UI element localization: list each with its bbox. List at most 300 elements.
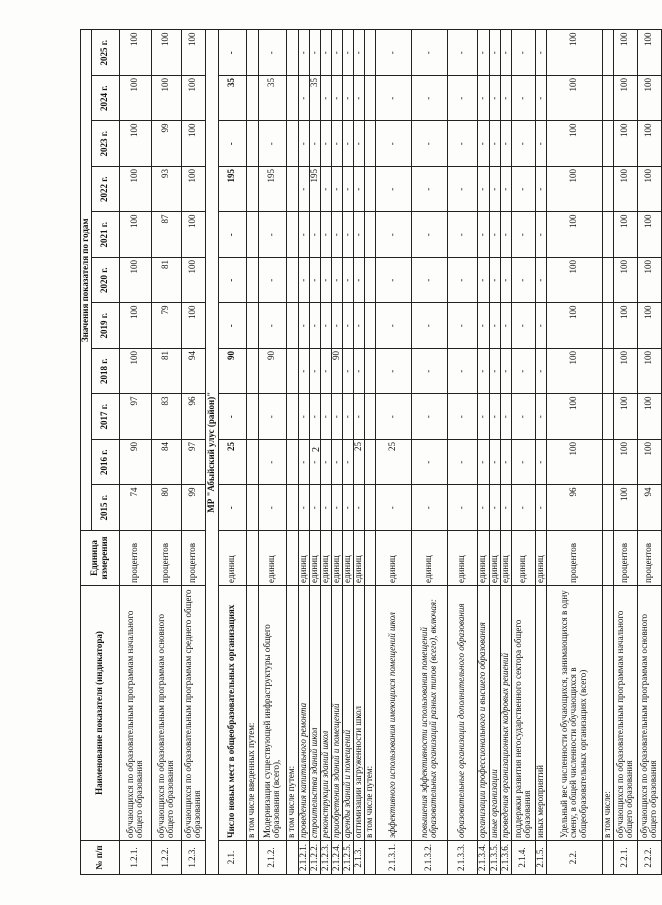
table-row [500, 30, 511, 875]
unit: единиц [500, 531, 511, 586]
year-value: - [489, 485, 500, 531]
year-value: - [500, 485, 511, 531]
year-value: 100 [613, 440, 637, 486]
header-year: 2017 г. [91, 394, 119, 440]
indicator-name: эффективного использования имеющихся помещений школ [375, 586, 411, 841]
year-value: - [411, 485, 447, 531]
year-value: - [411, 121, 447, 167]
table-row [309, 30, 320, 875]
year-value: - [489, 212, 500, 258]
year-value: - [477, 30, 489, 76]
year-value: - [500, 394, 511, 440]
year-value: 100 [613, 258, 637, 304]
year-value: - [477, 121, 489, 167]
year-value [286, 30, 298, 76]
year-value: - [298, 212, 309, 258]
year-value: 100 [546, 121, 602, 167]
indicator-name: образовательные организации дополнительного образования [447, 586, 477, 841]
year-value: 35 [218, 76, 246, 122]
year-value [286, 394, 298, 440]
year-value: 25 [375, 440, 411, 486]
header-year: 2016 г. [91, 440, 119, 486]
year-value: 96 [181, 394, 205, 440]
year-value: - [320, 440, 331, 486]
year-value: - [411, 394, 447, 440]
unit: процентов [119, 531, 151, 586]
year-value: - [535, 76, 546, 122]
unit: процентов [181, 531, 205, 586]
year-value: - [298, 394, 309, 440]
year-value: - [447, 30, 477, 76]
table-row [411, 30, 447, 875]
year-value: - [489, 394, 500, 440]
year-value: - [320, 258, 331, 304]
year-value: 100 [613, 394, 637, 440]
unit: процентов [546, 531, 602, 586]
year-value: - [447, 121, 477, 167]
row-number: 2.1.2.3. [320, 841, 331, 875]
year-value: 100 [637, 76, 661, 122]
year-value: - [342, 394, 353, 440]
year-value: 99 [151, 121, 181, 167]
year-value: - [477, 76, 489, 122]
year-value [364, 394, 375, 440]
table-row [489, 30, 500, 875]
year-value: - [375, 76, 411, 122]
year-value: 100 [613, 212, 637, 258]
year-value: - [535, 258, 546, 304]
year-value: 100 [637, 349, 661, 395]
indicator-name: в том числе путем: [286, 586, 298, 841]
indicator-name: повышения эффективности использования помещений образовательных организаций разных типов (всего), включая: [411, 586, 447, 841]
year-value: 100 [151, 76, 181, 122]
year-value: - [535, 440, 546, 486]
table-row [364, 30, 375, 875]
year-value: 100 [119, 212, 151, 258]
year-value: - [535, 303, 546, 349]
year-value: - [500, 440, 511, 486]
row-number: 1.2.2. [151, 841, 181, 875]
year-value: - [511, 30, 535, 76]
year-value [364, 303, 375, 349]
year-value: 99 [181, 485, 205, 531]
year-value: - [258, 212, 286, 258]
year-value: - [511, 258, 535, 304]
header-unit: Единица измерения [81, 531, 120, 586]
indicator-name: Модернизации существующей инфраструктуры общего образования (всего), [258, 586, 286, 841]
unit: единиц [320, 531, 331, 586]
year-value: - [298, 440, 309, 486]
year-value: 100 [546, 30, 602, 76]
year-value: - [258, 258, 286, 304]
year-value: - [331, 440, 342, 486]
year-value: - [309, 121, 320, 167]
year-value: - [535, 212, 546, 258]
year-value: 100 [181, 121, 205, 167]
year-value: - [477, 349, 489, 395]
year-value: - [535, 394, 546, 440]
table-row [546, 30, 602, 875]
table-row [119, 30, 151, 875]
year-value: - [342, 167, 353, 213]
table-row [218, 30, 246, 875]
year-value: 100 [546, 212, 602, 258]
row-number: 2.2.1. [613, 841, 637, 875]
indicator-name: аренды зданий и помещений [342, 586, 353, 841]
year-value: 97 [181, 440, 205, 486]
year-value: - [309, 258, 320, 304]
year-value: - [535, 485, 546, 531]
year-value [364, 30, 375, 76]
year-value [602, 349, 613, 395]
year-value: 90 [218, 349, 246, 395]
year-value [364, 212, 375, 258]
indicator-name: поддержки развития негосударственного сектора общего образования [511, 586, 535, 841]
year-value: - [298, 485, 309, 531]
table-row [298, 30, 309, 875]
year-value: - [309, 212, 320, 258]
year-value: 93 [151, 167, 181, 213]
year-value: - [447, 258, 477, 304]
year-value: 100 [637, 440, 661, 486]
year-value: 100 [637, 30, 661, 76]
year-value [364, 485, 375, 531]
year-value: - [218, 394, 246, 440]
year-value: 94 [637, 485, 661, 531]
year-value: - [500, 258, 511, 304]
unit: единиц [342, 531, 353, 586]
header-year: 2020 г. [91, 258, 119, 304]
year-value: - [500, 121, 511, 167]
year-value: 100 [119, 258, 151, 304]
year-value: - [411, 349, 447, 395]
year-value: - [342, 30, 353, 76]
year-value: - [258, 394, 286, 440]
year-value: - [447, 167, 477, 213]
row-number: 2.1.2.1. [298, 841, 309, 875]
year-value: - [500, 30, 511, 76]
year-value [246, 303, 258, 349]
year-value: - [511, 121, 535, 167]
year-value: - [375, 212, 411, 258]
year-value [602, 30, 613, 76]
year-value [286, 258, 298, 304]
year-value: - [375, 167, 411, 213]
year-value: 100 [181, 167, 205, 213]
table-row [151, 30, 181, 875]
table-row [258, 30, 286, 875]
table-row [447, 30, 477, 875]
row-number [364, 841, 375, 875]
year-value: 100 [181, 76, 205, 122]
row-number: 2.1.3.4. [477, 841, 489, 875]
year-value: 100 [119, 76, 151, 122]
year-value: 100 [613, 76, 637, 122]
year-value: 81 [151, 258, 181, 304]
year-value: - [298, 30, 309, 76]
year-value [246, 394, 258, 440]
year-value: - [411, 212, 447, 258]
year-value: 90 [119, 440, 151, 486]
row-number: 2.1.3.3. [447, 841, 477, 875]
year-value: - [511, 76, 535, 122]
year-value: 100 [119, 30, 151, 76]
year-value: - [298, 167, 309, 213]
year-value: - [331, 167, 342, 213]
table-row [320, 30, 331, 875]
year-value: - [320, 485, 331, 531]
indicators-table [80, 30, 662, 876]
year-value: - [309, 30, 320, 76]
year-value: - [447, 212, 477, 258]
indicator-name: обучающихся по образовательным программам основного общего образования [151, 586, 181, 841]
year-value: - [511, 440, 535, 486]
year-value: - [342, 121, 353, 167]
indicator-name: организации профессионального и высшего образования [477, 586, 489, 841]
year-value: 100 [546, 440, 602, 486]
year-value: 100 [546, 349, 602, 395]
year-value: 100 [637, 394, 661, 440]
year-value: 100 [637, 258, 661, 304]
year-value: - [353, 349, 364, 395]
row-number: 2.1.3.1. [375, 841, 411, 875]
indicator-name: строительства зданий школ [309, 586, 320, 841]
year-value: - [511, 212, 535, 258]
year-value [246, 121, 258, 167]
year-value: - [218, 30, 246, 76]
header-num: № п/п [81, 841, 120, 875]
year-value: 100 [546, 76, 602, 122]
year-value: - [218, 212, 246, 258]
row-number: 2.1.2. [258, 841, 286, 875]
year-value: - [258, 440, 286, 486]
year-value: 195 [218, 167, 246, 213]
table-row [342, 30, 353, 875]
year-value: - [309, 394, 320, 440]
year-value: - [298, 258, 309, 304]
year-value [246, 76, 258, 122]
indicator-name: иных мероприятий [535, 586, 546, 841]
table-row [286, 30, 298, 875]
year-value: 100 [613, 303, 637, 349]
year-value: - [320, 303, 331, 349]
indicator-name: обучающихся по образовательным программам начального общего образования [119, 586, 151, 841]
year-value: - [331, 258, 342, 304]
indicator-name: в том числе введенных путем: [246, 586, 258, 841]
year-value [286, 121, 298, 167]
year-value: - [489, 440, 500, 486]
year-value [286, 76, 298, 122]
year-value [246, 440, 258, 486]
year-value: 80 [151, 485, 181, 531]
row-number [286, 841, 298, 875]
year-value: - [411, 167, 447, 213]
year-value: 100 [181, 303, 205, 349]
year-value [286, 485, 298, 531]
year-value: - [500, 76, 511, 122]
year-value: 35 [309, 76, 320, 122]
year-value: - [411, 258, 447, 304]
year-value [286, 440, 298, 486]
year-value: - [477, 258, 489, 304]
year-value [602, 167, 613, 213]
year-value: 81 [151, 349, 181, 395]
year-value: - [489, 303, 500, 349]
unit: единиц [535, 531, 546, 586]
year-value: - [331, 30, 342, 76]
year-value: - [309, 440, 320, 486]
year-value: - [411, 303, 447, 349]
year-value: - [489, 76, 500, 122]
year-value [602, 212, 613, 258]
year-value: 87 [151, 212, 181, 258]
table-row [535, 30, 546, 875]
year-value [246, 167, 258, 213]
header-year: 2023 г. [91, 121, 119, 167]
unit: единиц [511, 531, 535, 586]
year-value: - [535, 30, 546, 76]
year-value: - [342, 349, 353, 395]
year-value: 94 [181, 349, 205, 395]
header-year: 2024 г. [91, 76, 119, 122]
year-value: - [342, 212, 353, 258]
year-value: - [375, 349, 411, 395]
year-value: - [477, 167, 489, 213]
table-row [477, 30, 489, 875]
year-value: 100 [546, 258, 602, 304]
year-value: 100 [119, 303, 151, 349]
year-value: - [320, 30, 331, 76]
year-value: - [331, 212, 342, 258]
indicator-name: в том числе путем: [364, 586, 375, 841]
year-value: - [375, 30, 411, 76]
year-value: 90 [331, 349, 342, 395]
year-value: 100 [637, 121, 661, 167]
year-value: - [258, 303, 286, 349]
year-value: 195 [258, 167, 286, 213]
year-value: - [535, 349, 546, 395]
year-value: - [489, 30, 500, 76]
year-value: - [353, 121, 364, 167]
year-value: - [489, 167, 500, 213]
year-value: - [447, 485, 477, 531]
year-value [246, 212, 258, 258]
year-value: 90 [258, 349, 286, 395]
year-value: - [309, 485, 320, 531]
unit: единиц [375, 531, 411, 586]
header-name: Наименование показателя (индикатора) [81, 586, 120, 841]
year-value: 74 [119, 485, 151, 531]
year-value: - [258, 485, 286, 531]
year-value: 100 [119, 167, 151, 213]
header-values: Значения показателя по годам [81, 30, 92, 531]
indicator-name: проведения организационных кадровых решений [500, 586, 511, 841]
year-value: - [331, 121, 342, 167]
unit [286, 531, 298, 586]
year-value [364, 76, 375, 122]
year-value: - [489, 349, 500, 395]
year-value: 100 [613, 349, 637, 395]
year-value: - [353, 167, 364, 213]
table-row [353, 30, 364, 875]
row-number: 2.1.3.6. [500, 841, 511, 875]
year-value: - [342, 485, 353, 531]
year-value: - [218, 121, 246, 167]
year-value: - [489, 121, 500, 167]
unit: единиц [218, 531, 246, 586]
year-value: - [500, 167, 511, 213]
year-value: 100 [613, 30, 637, 76]
year-value: 100 [119, 349, 151, 395]
unit: процентов [613, 531, 637, 586]
year-value: 25 [353, 440, 364, 486]
year-value: 100 [613, 485, 637, 531]
year-value [602, 440, 613, 486]
indicator-name: реконструкции зданий школ [320, 586, 331, 841]
year-value [602, 394, 613, 440]
indicator-name: иные организации [489, 586, 500, 841]
year-value: 79 [151, 303, 181, 349]
year-value: - [342, 76, 353, 122]
year-value: - [320, 394, 331, 440]
year-value: - [353, 258, 364, 304]
row-number: 2.2.2. [637, 841, 661, 875]
year-value: - [511, 167, 535, 213]
year-value: 100 [613, 121, 637, 167]
year-value [364, 440, 375, 486]
year-value: - [298, 76, 309, 122]
year-value [246, 349, 258, 395]
row-number: 2.2. [546, 841, 602, 875]
year-value [364, 121, 375, 167]
rotated-table-wrapper [80, 30, 659, 875]
indicator-name: в том числе: [602, 586, 613, 841]
year-value: - [500, 303, 511, 349]
year-value: 84 [151, 440, 181, 486]
year-value: - [218, 303, 246, 349]
year-value: - [447, 349, 477, 395]
row-number: 2.1.2.4. [331, 841, 342, 875]
indicator-name: приобретения зданий и помещений [331, 586, 342, 841]
year-value: - [298, 303, 309, 349]
unit [246, 531, 258, 586]
page-number: 2 [311, 447, 322, 452]
row-number [246, 841, 258, 875]
year-value: - [511, 394, 535, 440]
table-row [246, 30, 258, 875]
row-number: 2.1.3.2. [411, 841, 447, 875]
year-value: - [477, 485, 489, 531]
row-number [602, 841, 613, 875]
year-value: - [353, 485, 364, 531]
year-value: - [353, 30, 364, 76]
table-row [511, 30, 535, 875]
unit [602, 531, 613, 586]
year-value: - [375, 485, 411, 531]
year-value [364, 349, 375, 395]
row-number: 2.1.3. [353, 841, 364, 875]
year-value [286, 349, 298, 395]
year-value: 97 [119, 394, 151, 440]
year-value [246, 485, 258, 531]
year-value: 100 [546, 167, 602, 213]
unit: единиц [331, 531, 342, 586]
year-value: - [375, 121, 411, 167]
indicator-name: обучающихся по образовательным программам основного общего образования [637, 586, 661, 841]
year-value: - [320, 349, 331, 395]
year-value: - [477, 394, 489, 440]
table-row [637, 30, 661, 875]
